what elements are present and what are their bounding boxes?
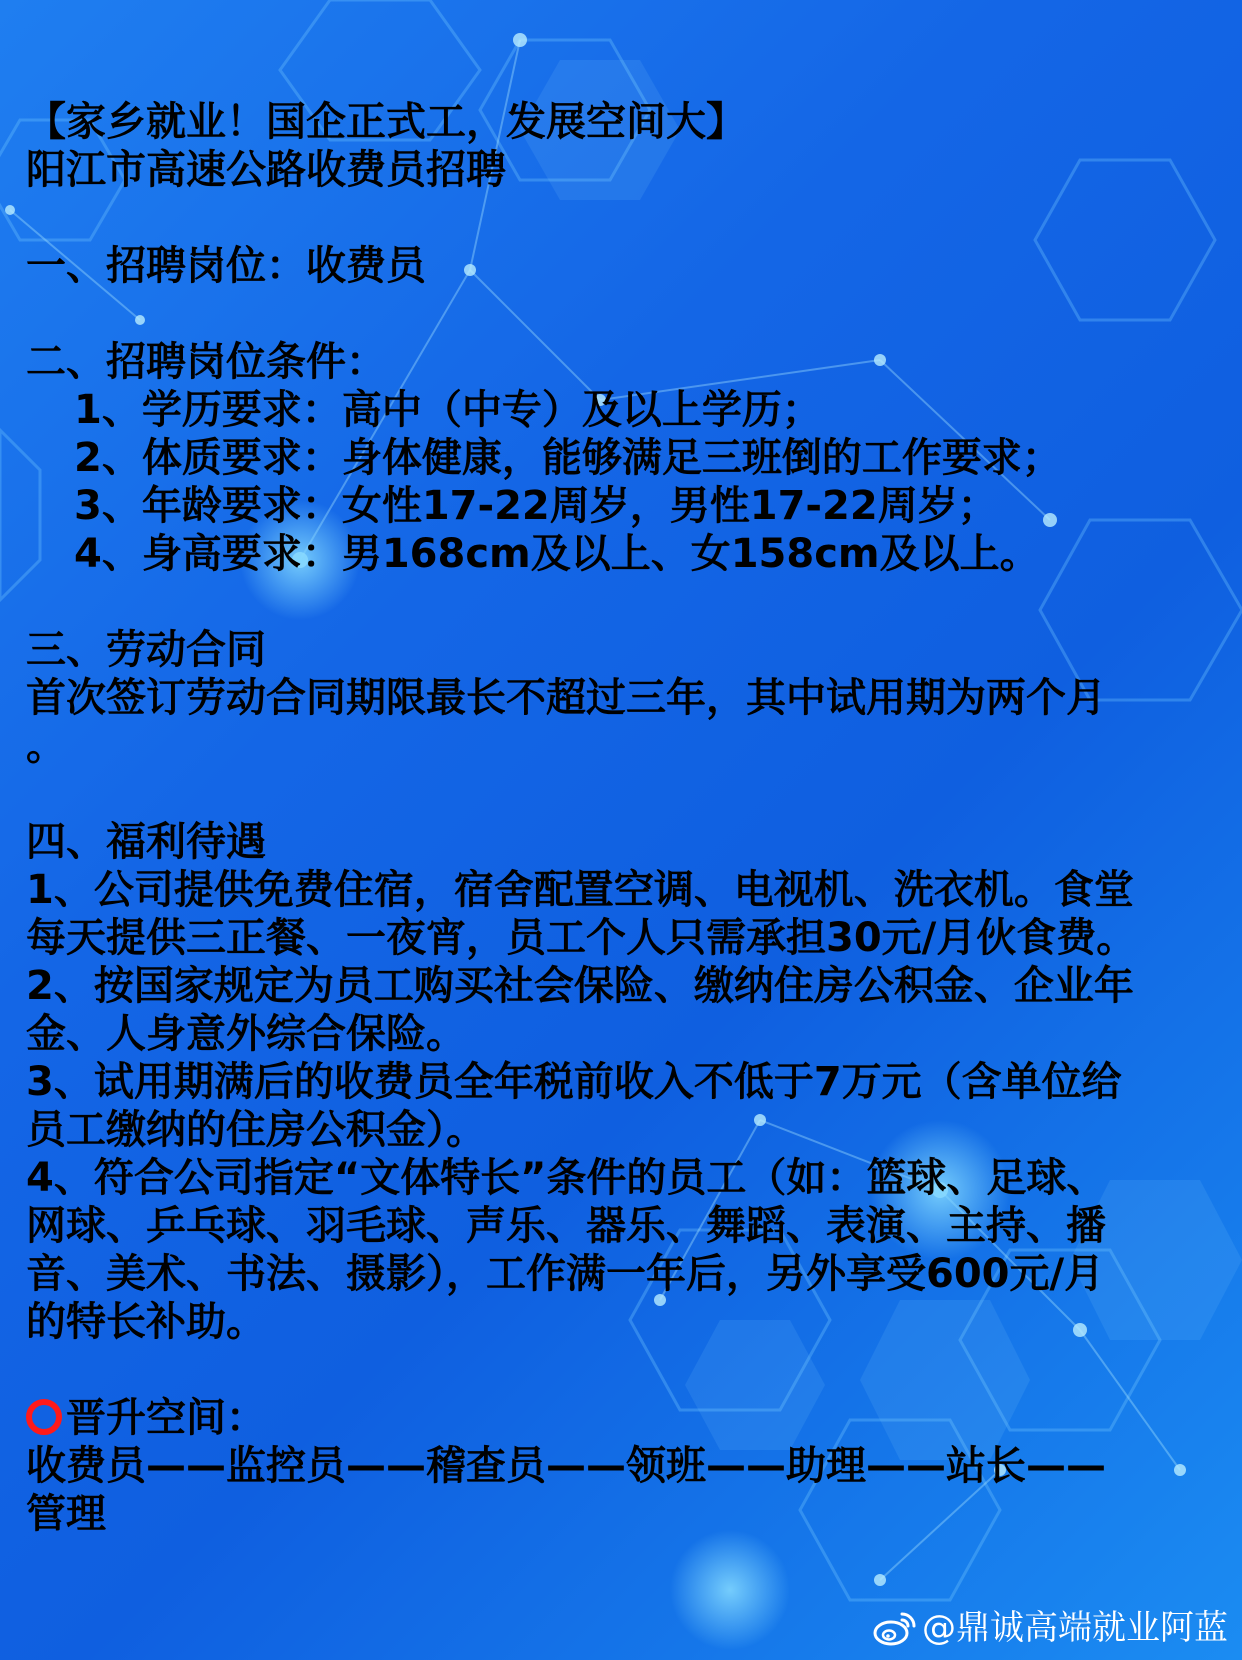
section-position: 一、招聘岗位：收费员 (26, 243, 426, 289)
benefit-line: 的特长补助。 (26, 1299, 266, 1345)
benefit-line: 3、试用期满后的收费员全年税前收入不低于7万元（含单位给 (26, 1059, 1122, 1105)
section-benefits-heading: 四、福利待遇 (26, 819, 266, 865)
benefit-line: 音、美术、书法、摄影），工作满一年后，另外享受600元/月 (26, 1251, 1105, 1297)
condition-item: 4、身高要求：男168cm及以上、女158cm及以上。 (74, 531, 1040, 577)
weibo-watermark (872, 1606, 1228, 1650)
recruitment-notice (26, 98, 1226, 1538)
subtitle: 阳江市高速公路收费员招聘 (26, 147, 506, 193)
promotion-path: 管理 (26, 1491, 106, 1537)
contract-line: 。 (26, 723, 66, 769)
red-circle-icon (26, 1399, 62, 1435)
contract-line: 首次签订劳动合同期限最长不超过三年，其中试用期为两个月 (26, 675, 1106, 721)
benefit-line: 4、符合公司指定“文体特长”条件的员工（如：篮球、足球、 (26, 1155, 1107, 1201)
condition-item: 3、年龄要求：女性17-22周岁，男性17-22周岁； (74, 483, 998, 529)
benefit-line: 2、按国家规定为员工购买社会保险、缴纳住房公积金、企业年 (26, 963, 1134, 1009)
benefit-line: 网球、乒乓球、羽毛球、声乐、器乐、舞蹈、表演、主持、播 (26, 1203, 1106, 1249)
benefit-line: 金、人身意外综合保险。 (26, 1011, 466, 1057)
promotion-heading-text: 晋升空间： (66, 1395, 266, 1441)
section-conditions-heading: 二、招聘岗位条件： (26, 339, 386, 385)
condition-item: 2、体质要求：身体健康，能够满足三班倒的工作要求； (74, 435, 1062, 481)
headline: 【家乡就业！国企正式工，发展空间大】 (26, 99, 746, 145)
benefit-line: 每天提供三正餐、一夜宵，员工个人只需承担30元/月伙食费。 (26, 915, 1137, 961)
watermark-text: @鼎诚高端就业阿蓝 (922, 1608, 1228, 1648)
section-promotion-heading (26, 1394, 1226, 1442)
promotion-path: 收费员——监控员——稽查员——领班——助理——站长—— (26, 1443, 1106, 1489)
condition-item: 1、学历要求：高中（中专）及以上学历； (74, 387, 822, 433)
benefit-line: 1、公司提供免费住宿，宿舍配置空调、电视机、洗衣机。食堂 (26, 867, 1134, 913)
weibo-icon (872, 1608, 918, 1648)
benefit-line: 员工缴纳的住房公积金）。 (26, 1107, 486, 1153)
section-contract-heading: 三、劳动合同 (26, 627, 266, 673)
